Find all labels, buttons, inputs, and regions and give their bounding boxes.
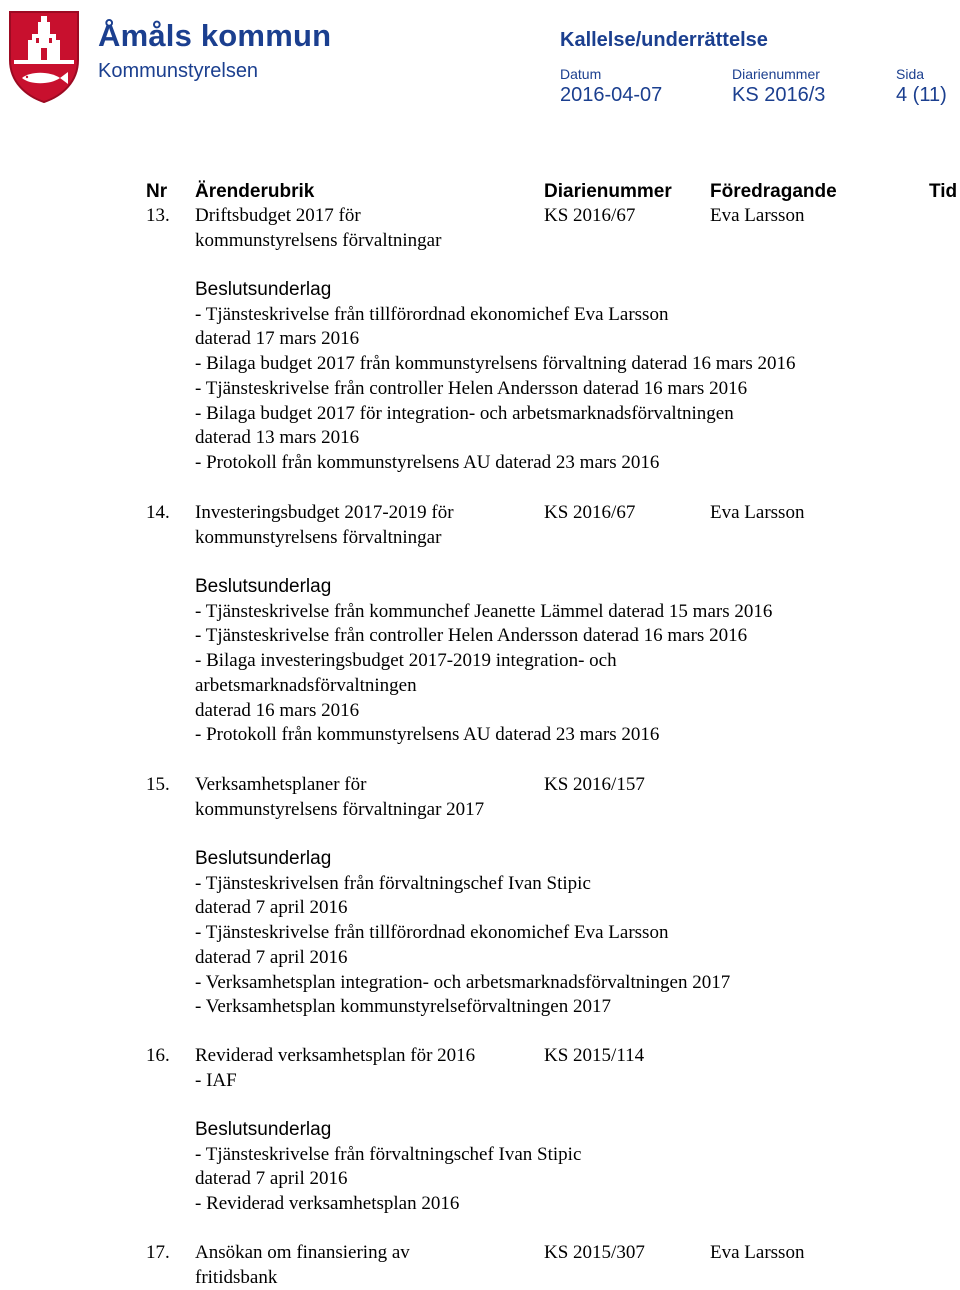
item-diary-number: KS 2016/157 — [544, 774, 645, 795]
decision-basis-line: daterad 17 mars 2016 — [195, 328, 360, 350]
decision-basis — [195, 847, 915, 1020]
item-presenter: Eva Larsson — [710, 502, 805, 523]
decision-basis-heading: Beslutsunderlag — [195, 1119, 332, 1140]
page-label: Sida — [896, 66, 925, 82]
decision-basis-line: - Tjänsteskrivelse från förvaltningschef Ivan Stipic — [195, 1143, 582, 1165]
page-value: 4 (11) — [896, 84, 947, 106]
item-title-line: Ansökan om finansiering av — [195, 1242, 410, 1263]
decision-basis-line: - Verksamhetsplan kommunstyrelseförvaltningen 2017 — [195, 996, 611, 1018]
item-number: 13. — [146, 205, 170, 226]
item-title-line: Investeringsbudget 2017-2019 för — [195, 502, 454, 523]
decision-basis-line: - Protokoll från kommunstyrelsens AU daterad 23 mars 2016 — [195, 451, 660, 473]
decision-basis — [195, 575, 915, 748]
item-title-line: kommunstyrelsens förvaltningar — [195, 526, 442, 548]
decision-basis-line: daterad 7 april 2016 — [195, 946, 348, 968]
item-diary-number: KS 2015/114 — [544, 1045, 645, 1066]
item-diary-number: KS 2015/307 — [544, 1242, 645, 1263]
decision-basis-line: - Tjänsteskrivelse från kommunchef Jeanette Lämmel daterad 15 mars 2016 — [195, 600, 773, 622]
decision-basis-line: - Verksamhetsplan integration- och arbetsmarknadsförvaltningen 2017 — [195, 971, 731, 993]
decision-basis-line: - Tjänsteskrivelse från tillförordnad ekonomichef Eva Larsson — [195, 303, 669, 325]
decision-basis-line: - Bilaga investeringsbudget 2017-2019 integration- och — [195, 650, 617, 672]
decision-basis — [195, 1118, 915, 1217]
item-number: 17. — [146, 1242, 170, 1263]
decision-basis-line: daterad 7 april 2016 — [195, 897, 348, 919]
date-value: 2016-04-07 — [560, 84, 663, 106]
item-title — [195, 1044, 535, 1093]
item-diary-number: KS 2016/67 — [544, 502, 636, 523]
item-title — [195, 773, 535, 822]
item-presenter: Eva Larsson — [710, 1242, 805, 1263]
decision-basis — [195, 278, 915, 476]
decision-basis-heading: Beslutsunderlag — [195, 279, 332, 300]
item-title-line: kommunstyrelsens förvaltningar 2017 — [195, 798, 485, 820]
coat-of-arms-icon — [6, 8, 82, 104]
decision-basis-line: - Bilaga budget 2017 från kommunstyrelsens förvaltning daterad 16 mars 2016 — [195, 353, 796, 375]
decision-basis-line: daterad 7 april 2016 — [195, 1168, 348, 1190]
diary-number-label: Diarienummer — [732, 66, 820, 82]
column-header-diary-number: Diarienummer — [544, 181, 672, 202]
item-title-line: kommunstyrelsens förvaltningar — [195, 229, 442, 251]
organization-unit: Kommunstyrelsen — [98, 60, 259, 82]
decision-basis-line: - Bilaga budget 2017 för integration- och arbetsmarknadsförvaltningen — [195, 402, 734, 424]
column-header-presenter: Föredragande — [710, 181, 837, 202]
item-title-line: - IAF — [195, 1069, 237, 1091]
item-title — [195, 501, 535, 550]
item-title — [195, 1241, 535, 1290]
column-header-subject: Ärenderubrik — [195, 181, 315, 202]
decision-basis-line: daterad 16 mars 2016 — [195, 699, 360, 721]
decision-basis-line: - Reviderad verksamhetsplan 2016 — [195, 1193, 460, 1215]
decision-basis-line: - Tjänsteskrivelse från tillförordnad ekonomichef Eva Larsson — [195, 922, 669, 944]
item-title-line: Verksamhetsplaner för — [195, 774, 367, 795]
column-header-time: Tid — [929, 181, 958, 202]
column-header-nr: Nr — [146, 181, 168, 202]
item-diary-number: KS 2016/67 — [544, 205, 636, 226]
item-presenter: Eva Larsson — [710, 205, 805, 226]
decision-basis-line: - Tjänsteskrivelse från controller Helen Andersson daterad 16 mars 2016 — [195, 377, 748, 399]
decision-basis-line: - Tjänsteskrivelsen från förvaltningschef Ivan Stipic — [195, 872, 591, 894]
item-title-line: fritidsbank — [195, 1266, 278, 1288]
item-number: 16. — [146, 1045, 170, 1066]
item-number: 15. — [146, 774, 170, 795]
decision-basis-heading: Beslutsunderlag — [195, 848, 332, 869]
decision-basis-heading: Beslutsunderlag — [195, 576, 332, 597]
decision-basis-line: - Protokoll från kommunstyrelsens AU daterad 23 mars 2016 — [195, 724, 660, 746]
item-title — [195, 204, 535, 253]
decision-basis-line: daterad 13 mars 2016 — [195, 427, 360, 449]
date-label: Datum — [560, 66, 602, 82]
diary-number-value: KS 2016/3 — [732, 84, 826, 106]
decision-basis-line: - Tjänsteskrivelse från controller Helen Andersson daterad 16 mars 2016 — [195, 625, 748, 647]
document-type: Kallelse/underrättelse — [560, 29, 768, 51]
item-number: 14. — [146, 502, 170, 523]
decision-basis-line: arbetsmarknadsförvaltningen — [195, 674, 417, 696]
item-title-line: Driftsbudget 2017 för — [195, 205, 361, 226]
organization-name: Åmåls kommun — [98, 18, 332, 53]
item-title-line: Reviderad verksamhetsplan för 2016 — [195, 1045, 476, 1066]
